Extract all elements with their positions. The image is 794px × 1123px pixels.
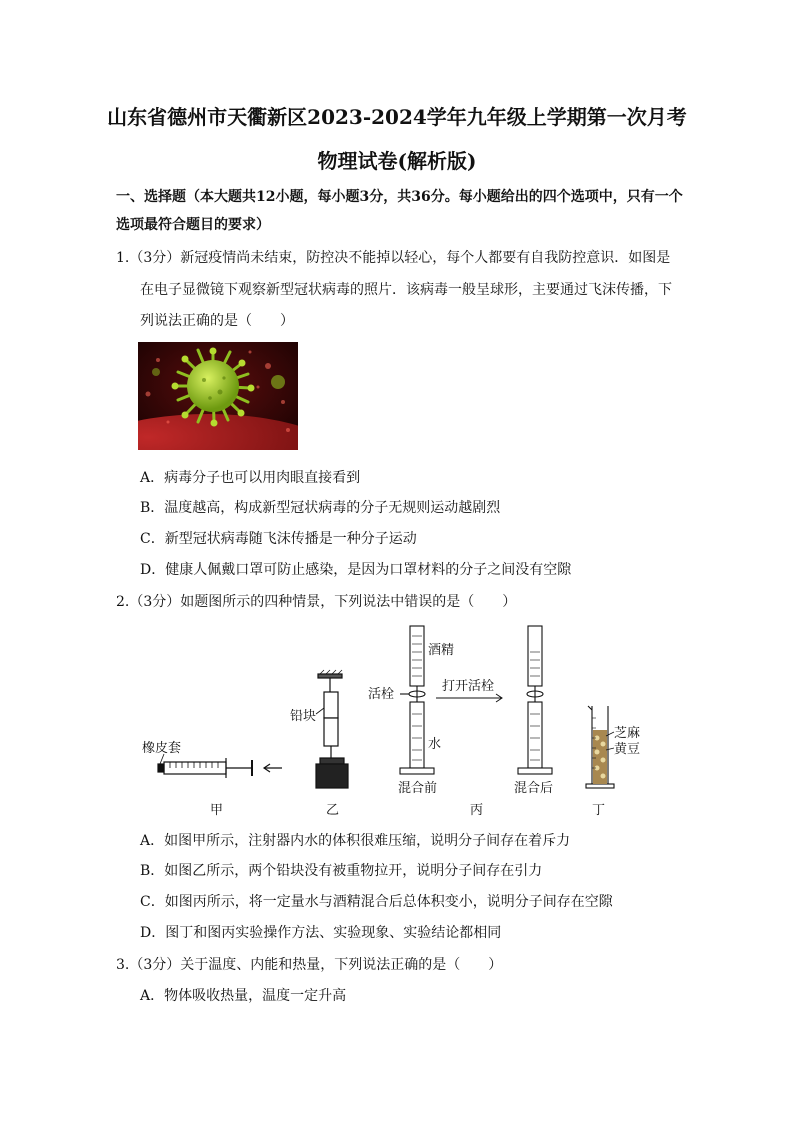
label-alcohol: 酒精 [428,643,455,658]
q2-stem: 2.（3分）如题图所示的四种情景，下列说法中错误的是（ ） [116,594,517,610]
syringe-icon [158,758,282,778]
q1-stem-line2: 在电子显微镜下观察新型冠状病毒的照片．该病毒一般呈球形，主要通过飞沫传播，下 [140,282,672,298]
label-bing: 丙 [470,803,484,818]
tubes-after-icon [518,626,552,774]
label-after-mix: 混合后 [514,781,554,796]
label-ding: 丁 [592,803,606,818]
q2-option-c: C．如图丙所示，将一定量水与酒精混合后总体积变小，说明分子间存在空隙 [140,894,613,910]
label-yi: 乙 [326,803,340,818]
q2-option-a: A．如图甲所示，注射器内水的体积很难压缩，说明分子间存在着斥力 [140,833,571,849]
q1-option-b: B．温度越高，构成新型冠状病毒的分子无规则运动越剧烈 [140,500,501,516]
label-open-stopcock: 打开活栓 [442,679,495,694]
virus-photo [138,342,298,450]
label-lead-block: 铅块 [290,709,317,724]
exam-title-line2: 物理试卷(解析版) [317,149,477,173]
q1-option-d: D．健康人佩戴口罩可防止感染，是因为口罩材料的分子之间没有空隙 [140,562,572,578]
q2-experiment-diagram [130,618,670,828]
label-sesame: 芝麻 [614,726,641,741]
exam-title-line1: 山东省德州市天衢新区2023-2024学年九年级上学期第一次月考 [107,105,687,129]
label-jia: 甲 [210,803,224,818]
q3-option-a: A．物体吸收热量，温度一定升高 [140,988,347,1004]
q1-stem-line1: 1.（3分）新冠疫情尚未结束，防控决不能掉以轻心，每个人都要有自我防控意识．如图是 [116,250,671,266]
q1-option-a: A．病毒分子也可以用肉眼直接看到 [140,470,361,486]
q1-stem-line3: 列说法正确的是（ ） [140,313,294,329]
label-before-mix: 混合前 [398,781,438,796]
label-stopcock: 活栓 [368,687,395,702]
q2-option-d: D．图丁和图丙实验操作方法、实验现象、实验结论都相同 [140,925,502,941]
q1-option-c: C．新型冠状病毒随飞沫传播是一种分子运动 [140,531,417,547]
section-heading: 一、选择题（本大题共12小题，每小题3分，共36分。每小题给出的四个选项中，只有一个选项最符合题目的要求） [116,189,683,233]
virus-illustration-icon [138,342,298,450]
label-soybean: 黄豆 [614,742,641,757]
lead-blocks-icon [316,670,348,788]
graduated-cylinder-icon [586,706,614,788]
label-water: 水 [428,737,442,752]
label-rubber-cap: 橡皮套 [142,741,182,756]
q3-stem: 3.（3分）关于温度、内能和热量，下列说法正确的是（ ） [116,957,503,973]
q2-figure [130,618,670,828]
q2-option-b: B．如图乙所示，两个铅块没有被重物拉开，说明分子间存在引力 [140,863,543,879]
